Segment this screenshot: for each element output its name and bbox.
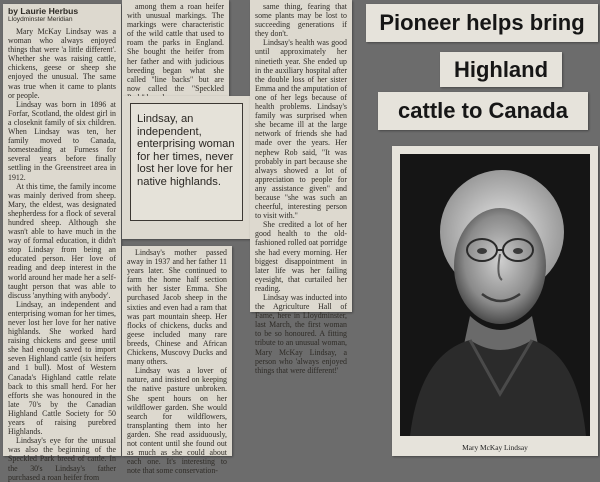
- article-paragraph: Lindsay, an independent and enterprising woman for her times, never lost her love for her native highlands. She worked hard raising chickens and geese until she had enough saved to import seven Highland cattle (six heifers and 1 bull). Most of Western Canada's Highland cattle relate back to this small herd. For her efforts she was honoured in the late 70's by the Canadian Highland Cattle Society for 50 years of raising purebred Highlands.: [8, 299, 116, 437]
- article-paragraph: At this time, the family income was mainly derived from sheep. Mary, the eldest, was designated shepherdess for a flock of several hundred sheep. Although she wasn't able to have much in the way of formal education, it didn't stop Lindsay from being an educated person. Her love of reading and deep interest in the world around her made her a self-taught person that was able to discuss 'anything with anybody'.: [8, 181, 116, 300]
- article-paragraph: Lindsay's mother passed away in 1937 and her father 11 years later. She continued to farm the home half section with her sister Emma. She purchased Jacob sheep in the sixties and even had a ram that was part mountain sheep. Her flocks of chickens, ducks and geese included many rare breeds, Chinese and African Chickens, Muscovy Ducks and many others.: [127, 248, 227, 367]
- article-paragraph: among them a roan heifer with unusual markings. The markings were characteristic of the wild cattle that used to roam the parks in England. She bought the heifer from her father and with judicious breeding began what she called "line backs" but are now called the "Speckled: [127, 2, 224, 93]
- portrait-photo: [400, 154, 590, 436]
- column-1-text: [8, 27, 116, 482]
- article-column-2-top: [122, 0, 229, 96]
- byline-source: Lloydminster Meridian: [8, 16, 73, 23]
- headline-line-3: cattle to Canada: [378, 92, 588, 130]
- column-2-bottom-text: [127, 248, 227, 475]
- article-paragraph: Mary McKay Lindsay was a woman who always enjoyed things that were 'a little different'. Whether she was raising cattle, chickens, geese or sheep she enjoyed the unusual. The same was true when it came to plants or people.: [8, 27, 116, 100]
- article-paragraph: Lindsay was a lover of nature, and insisted on keeping the native pasture unbroken. She spent hours on her wildflower garden. She would search for wildflowers, transplanting them into her garden. She read assiduously, not content until she found out as much as she could about each one. It's interesting to note that some conservation-: [127, 366, 227, 476]
- pullquote: Lindsay, an independent, enterprising woman for her times, never lost her love for her native highlands.: [130, 103, 243, 221]
- article-column-2-bottom: [122, 246, 232, 476]
- article-column-1: [3, 4, 121, 482]
- column-3-text: [255, 2, 347, 375]
- article-paragraph: Lindsay was inducted into the Agriculture Hall of Fame, here in Lloydminster, last March, the first woman to be so honoured. A fitting tribute to an unusual woman, Mary McKay Lindsay, a person who 'always enjoyed things that were different!': [255, 293, 347, 375]
- article-column-3: [250, 0, 352, 375]
- photo-caption: Mary McKay Lindsay: [462, 443, 528, 452]
- column-2-top-text: [127, 2, 224, 102]
- article-paragraph: Lindsay's health was good until approximately her ninetieth year. She ended up in the auxiliary hospital after the double loss of her sister Emma and the amputation of one of her legs because of health problems. Lindsay's family was surprised when she became ill at the large network of friends she had made over the years. Her nephew Rob said, "It was probably in part because she always showed a lot of appreciation to people for any assistance given" and because "she was such an cheerful, interesting person to visit with.": [255, 38, 347, 221]
- article-paragraph: Lindsay was born in 1896 at Forfar, Scotland, the oldest girl in a closeknit family of six children. When Lindsay was ten, her family moved to Canada, homesteading at Furness for several years before finally settling in the Greenstreet area in 1912.: [8, 99, 116, 182]
- headline-line-1: Pioneer helps bring: [366, 4, 598, 42]
- article-paragraph: Lindsay's eye for the unusual was also the beginning of the Speckled Park breed of cattle. In the 30's Lindsay's father purchased a roan heifer from: [8, 436, 116, 482]
- byline: by Laurie Herbus: [8, 6, 79, 16]
- photo-clipping: [392, 146, 598, 456]
- headline-line-2: Highland: [440, 52, 562, 87]
- article-paragraph: She credited a lot of her good health to the old-fashioned rolled oat porridge she had every morning. Her biggest disappointment in later life was her failing eyesight, that curtailed her reading.: [255, 220, 347, 293]
- portrait-illustration: [400, 154, 590, 436]
- pullquote-panel: [122, 96, 250, 239]
- article-paragraph: same thing, fearing that some plants may be lost to succeeding generations if they don't.: [255, 2, 347, 39]
